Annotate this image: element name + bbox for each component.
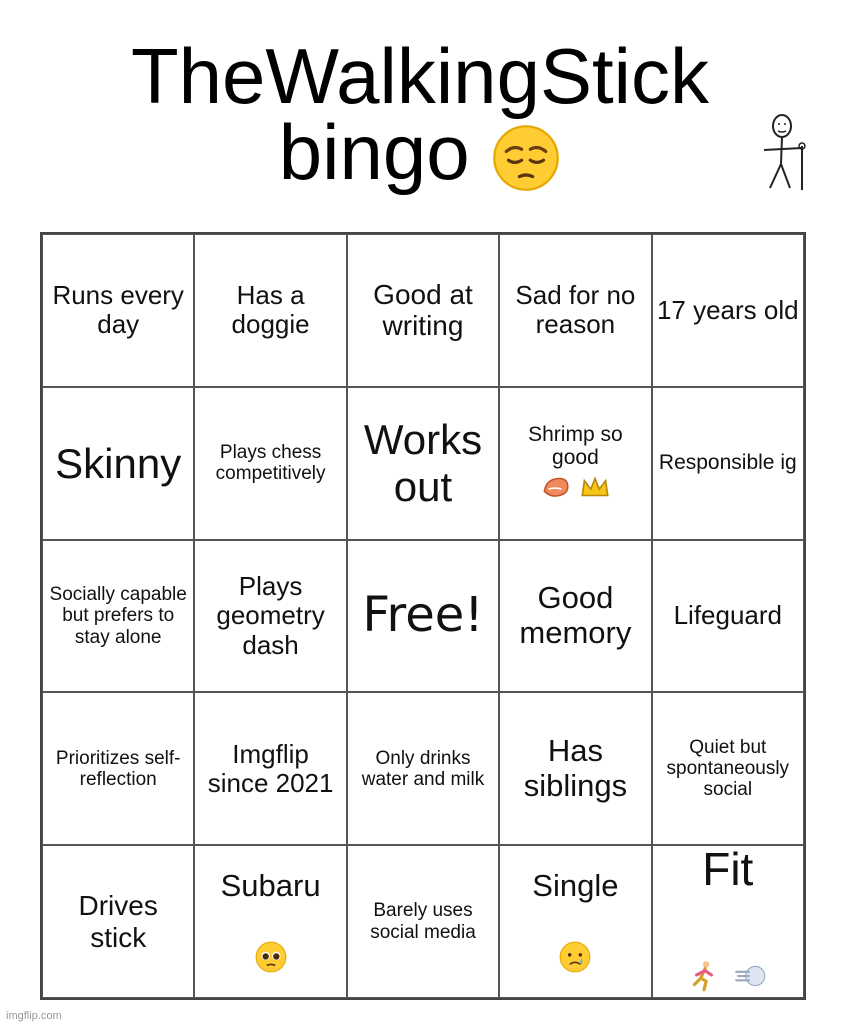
cell-text: Socially capable but prefers to stay alone bbox=[49, 584, 187, 648]
cell-text: Has siblings bbox=[523, 733, 628, 803]
cell-text: Prioritizes self-reflection bbox=[55, 747, 181, 790]
cell-text: Imgflip since 2021 bbox=[207, 738, 334, 798]
bingo-cell[interactable] bbox=[652, 387, 804, 540]
bingo-cell[interactable] bbox=[652, 540, 804, 693]
cell-text: Quiet but spontaneously social bbox=[666, 736, 790, 801]
bingo-cell[interactable] bbox=[42, 845, 194, 998]
cell-text: Single bbox=[532, 867, 619, 903]
cell-text: Only drinks water and milk bbox=[361, 747, 485, 790]
cell-text: Sad for no reason bbox=[515, 280, 636, 340]
free-cell[interactable] bbox=[347, 540, 499, 693]
runner-icon bbox=[687, 959, 721, 993]
bingo-cell[interactable] bbox=[347, 845, 499, 998]
bingo-cell[interactable] bbox=[499, 692, 651, 845]
title-word-bingo: bingo bbox=[278, 108, 470, 196]
bingo-cell[interactable] bbox=[499, 387, 651, 540]
bingo-cell[interactable] bbox=[42, 387, 194, 540]
pensive-face-icon bbox=[491, 123, 561, 193]
cell-text: Responsible ig bbox=[658, 451, 797, 475]
bingo-cell[interactable] bbox=[347, 692, 499, 845]
cell-content bbox=[504, 423, 646, 504]
cell-text: Good at writing bbox=[373, 279, 473, 342]
bingo-cell[interactable] bbox=[194, 540, 346, 693]
bingo-board bbox=[40, 232, 806, 1000]
pleading-face-icon bbox=[254, 940, 288, 974]
cell-text: Fit bbox=[702, 845, 754, 896]
bingo-cell[interactable] bbox=[499, 540, 651, 693]
bingo-cell[interactable] bbox=[652, 845, 804, 998]
page-title bbox=[60, 32, 780, 196]
cell-content bbox=[221, 869, 321, 974]
cell-content bbox=[532, 869, 618, 974]
stick-figure-icon bbox=[752, 112, 812, 196]
cell-text: Shrimp so good bbox=[528, 422, 623, 470]
bingo-cell[interactable] bbox=[652, 234, 804, 387]
cell-text: Works out bbox=[363, 416, 483, 511]
cell-text: Subaru bbox=[220, 867, 321, 903]
crown-icon bbox=[578, 470, 612, 504]
bingo-cell[interactable] bbox=[194, 387, 346, 540]
bingo-cell[interactable] bbox=[42, 692, 194, 845]
cell-text: Has a doggie bbox=[231, 280, 310, 340]
cell-text: Free! bbox=[362, 587, 484, 644]
bingo-cell[interactable] bbox=[347, 234, 499, 387]
cell-text: Barely uses social media bbox=[370, 900, 476, 943]
cell-text: Plays geometry dash bbox=[216, 571, 325, 660]
crying-face-icon bbox=[558, 940, 592, 974]
shrimp-icon bbox=[538, 470, 572, 504]
bingo-cell[interactable] bbox=[499, 845, 651, 998]
bingo-cell[interactable] bbox=[42, 234, 194, 387]
bingo-cell[interactable] bbox=[42, 540, 194, 693]
bingo-cell[interactable] bbox=[499, 234, 651, 387]
cell-text: Runs every day bbox=[52, 280, 184, 340]
bingo-cell[interactable] bbox=[194, 234, 346, 387]
title-line-2 bbox=[60, 108, 780, 196]
cell-text: Skinny bbox=[55, 439, 182, 487]
title-line-1: TheWalkingStick bbox=[131, 32, 709, 120]
footer-watermark: imgflip.com bbox=[6, 1010, 62, 1022]
cell-text: Drives stick bbox=[78, 890, 158, 953]
cell-text: 17 years old bbox=[656, 294, 799, 325]
bingo-cell[interactable] bbox=[652, 692, 804, 845]
cell-content bbox=[687, 845, 768, 998]
bingo-cell[interactable] bbox=[194, 845, 346, 998]
cell-text: Plays chess competitively bbox=[215, 441, 326, 485]
bingo-cell[interactable] bbox=[347, 387, 499, 540]
cell-text: Good memory bbox=[519, 580, 632, 650]
bingo-cell[interactable] bbox=[194, 692, 346, 845]
dash-icon bbox=[734, 959, 768, 993]
cell-text: Lifeguard bbox=[673, 600, 782, 631]
